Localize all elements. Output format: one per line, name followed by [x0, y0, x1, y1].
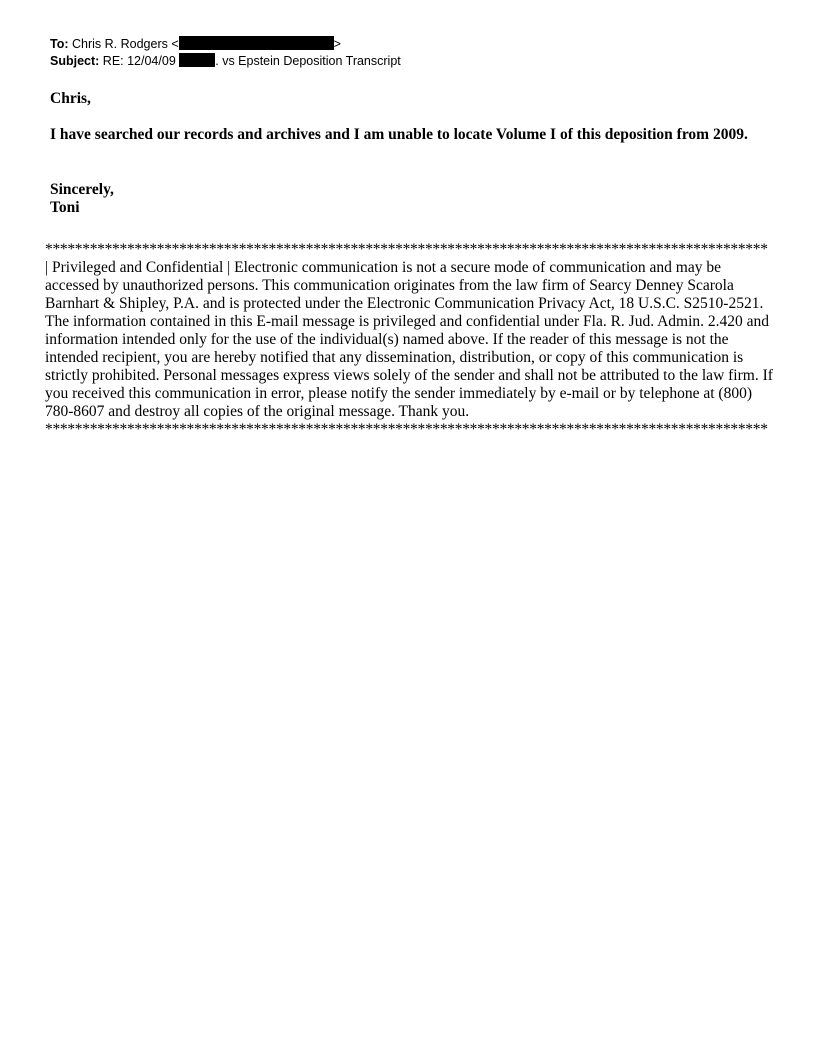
signature: Toni [50, 199, 80, 216]
to-value: Chris R. Rodgers < [72, 37, 179, 51]
message-body: I have searched our records and archives and I am unable to locate Volume I of this deposition from 2009. [50, 126, 748, 143]
greeting: Chris, [50, 90, 91, 107]
disclaimer-divider-top: ************************************************************************************************* [45, 241, 768, 258]
redacted-email-block [179, 36, 334, 50]
to-label: To: [50, 37, 69, 51]
subject-label: Subject: [50, 54, 100, 68]
confidentiality-disclaimer [45, 241, 777, 439]
to-line [50, 36, 401, 53]
subject-line [50, 53, 401, 70]
subject-suffix: . vs Epstein Deposition Transcript [215, 54, 401, 68]
disclaimer-divider-bottom: ************************************************************************************************* [45, 421, 768, 438]
redacted-name-block [179, 53, 215, 67]
subject-prefix: RE: 12/04/09 [102, 54, 176, 68]
signoff [50, 181, 750, 217]
disclaimer-text: | Privileged and Confidential | Electronic communication is not a secure mode of communication and may be accessed by unauthorized persons. This communication originates from the law firm of Searcy Denney Scarola Barnhart & Shipley, P.A. and is protected under the Electronic Communication Privacy Act, 18 U.S.C. S2510-2521. The information contained in this E-mail message is privileged and confidential under Fla. R. Jud. Admin. 2.420 and information intended only for the use of the individual(s) named above. If the reader of this message is not the intended recipient, you are hereby notified that any dissemination, distribution, or copy of this communication is strictly prohibited. Personal messages express views solely of the sender and shall not be attributed to the law firm. If you received this communication in error, please notify the sender immediately by e-mail or by telephone at (800) 780-8607 and destroy all copies of the original message. Thank you. [45, 259, 773, 420]
closing: Sincerely, [50, 181, 114, 198]
to-close-bracket: > [333, 37, 341, 51]
email-header [50, 36, 401, 70]
